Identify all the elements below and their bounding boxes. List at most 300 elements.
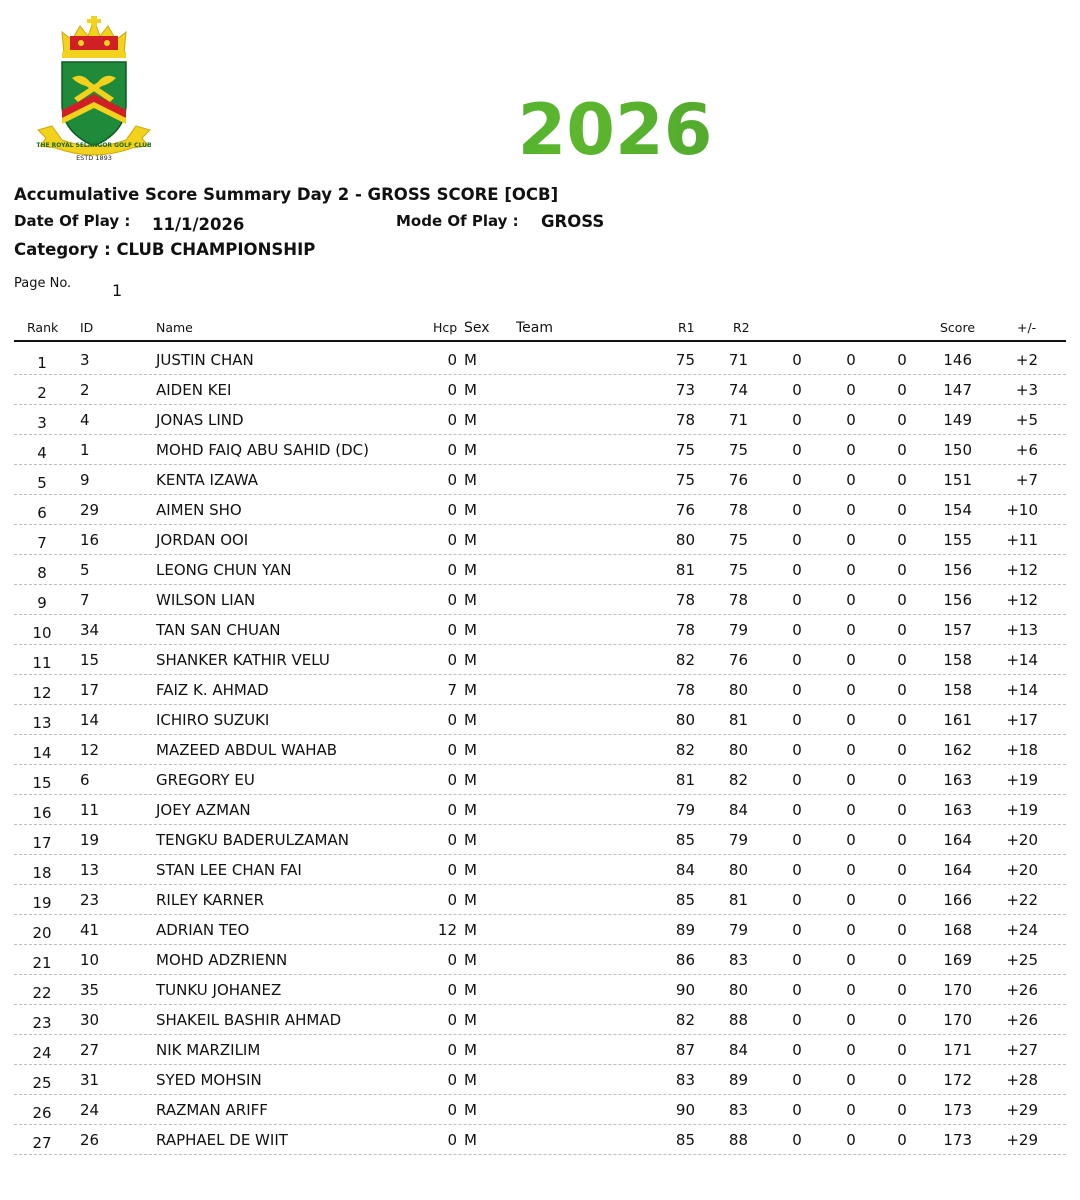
round2-score: 89 [728, 1071, 748, 1089]
round5-score: 0 [897, 771, 907, 789]
total-score: 163 [943, 801, 972, 819]
sex-cell: M [464, 411, 477, 429]
round5-score: 0 [897, 711, 907, 729]
round1-score: 85 [675, 1131, 695, 1149]
round3-score: 0 [792, 951, 802, 969]
total-score: 168 [943, 921, 972, 939]
round5-score: 0 [897, 621, 907, 639]
id-cell: 17 [80, 681, 100, 699]
id-cell: 23 [80, 891, 100, 909]
hcp-cell: 7 [447, 681, 457, 699]
table-row [14, 524, 1066, 555]
col-name: Name [156, 320, 193, 335]
round3-score: 0 [792, 1041, 802, 1059]
round1-score: 87 [675, 1041, 695, 1059]
player-name: ADRIAN TEO [156, 921, 250, 939]
round2-score: 74 [728, 381, 748, 399]
round5-score: 0 [897, 981, 907, 999]
round4-score: 0 [846, 561, 856, 579]
round4-score: 0 [846, 1071, 856, 1089]
table-row [14, 1064, 1066, 1095]
category-label: Category : CLUB CHAMPIONSHIP [14, 240, 316, 259]
round4-score: 0 [846, 951, 856, 969]
round1-score: 76 [675, 501, 695, 519]
round5-score: 0 [897, 861, 907, 879]
hcp-cell: 0 [447, 411, 457, 429]
id-cell: 34 [80, 621, 100, 639]
round2-score: 88 [728, 1131, 748, 1149]
round1-score: 81 [675, 771, 695, 789]
round3-score: 0 [792, 1071, 802, 1089]
club-crest-logo [32, 14, 156, 164]
sex-cell: M [464, 441, 477, 459]
hcp-cell: 0 [447, 501, 457, 519]
player-name: KENTA IZAWA [156, 471, 258, 489]
rank-cell: 18 [32, 864, 52, 882]
round1-score: 85 [675, 831, 695, 849]
total-score: 172 [943, 1071, 972, 1089]
round1-score: 90 [675, 981, 695, 999]
total-score: 173 [943, 1131, 972, 1149]
round4-score: 0 [846, 471, 856, 489]
rank-cell: 17 [32, 834, 52, 852]
round4-score: 0 [846, 411, 856, 429]
to-par: +6 [1015, 441, 1038, 459]
table-row [14, 854, 1066, 885]
sex-cell: M [464, 471, 477, 489]
sex-cell: M [464, 801, 477, 819]
rank-cell: 23 [32, 1014, 52, 1032]
rank-cell: 10 [32, 624, 52, 642]
mode-of-play-value: GROSS [541, 212, 605, 231]
rank-cell: 25 [32, 1074, 52, 1092]
round1-score: 75 [675, 351, 695, 369]
total-score: 154 [943, 501, 972, 519]
to-par: +12 [1006, 561, 1038, 579]
col-sex: Sex [464, 320, 490, 336]
total-score: 164 [943, 861, 972, 879]
round3-score: 0 [792, 1131, 802, 1149]
to-par: +19 [1006, 801, 1038, 819]
hcp-cell: 0 [447, 891, 457, 909]
id-cell: 15 [80, 651, 100, 669]
hcp-cell: 0 [447, 351, 457, 369]
to-par: +26 [1006, 1011, 1038, 1029]
player-name: NIK MARZILIM [156, 1041, 261, 1059]
rank-cell: 3 [37, 414, 47, 432]
rank-cell: 16 [32, 804, 52, 822]
round1-score: 80 [675, 711, 695, 729]
round4-score: 0 [846, 681, 856, 699]
total-score: 170 [943, 1011, 972, 1029]
player-name: GREGORY EU [156, 771, 255, 789]
date-of-play-label: Date Of Play : [14, 212, 131, 230]
rank-cell: 7 [37, 534, 47, 552]
hcp-cell: 0 [447, 801, 457, 819]
header-divider [14, 340, 1066, 342]
round4-score: 0 [846, 921, 856, 939]
round2-score: 76 [728, 471, 748, 489]
id-cell: 35 [80, 981, 100, 999]
rank-cell: 6 [37, 504, 47, 522]
total-score: 170 [943, 981, 972, 999]
player-name: JOEY AZMAN [156, 801, 251, 819]
round3-score: 0 [792, 351, 802, 369]
round1-score: 78 [675, 591, 695, 609]
player-name: WILSON LIAN [156, 591, 256, 609]
round5-score: 0 [897, 561, 907, 579]
sex-cell: M [464, 501, 477, 519]
sex-cell: M [464, 861, 477, 879]
round5-score: 0 [897, 951, 907, 969]
round2-score: 78 [728, 591, 748, 609]
hcp-cell: 0 [447, 1131, 457, 1149]
id-cell: 11 [80, 801, 100, 819]
round4-score: 0 [846, 831, 856, 849]
rank-cell: 4 [37, 444, 47, 462]
sex-cell: M [464, 951, 477, 969]
hcp-cell: 0 [447, 831, 457, 849]
round3-score: 0 [792, 381, 802, 399]
table-row [14, 674, 1066, 705]
total-score: 163 [943, 771, 972, 789]
sex-cell: M [464, 981, 477, 999]
id-cell: 29 [80, 501, 100, 519]
round5-score: 0 [897, 1131, 907, 1149]
round2-score: 76 [728, 651, 748, 669]
round1-score: 90 [675, 1101, 695, 1119]
round1-score: 78 [675, 681, 695, 699]
round5-score: 0 [897, 921, 907, 939]
sex-cell: M [464, 1011, 477, 1029]
round2-score: 71 [728, 411, 748, 429]
hcp-cell: 0 [447, 441, 457, 459]
rank-cell: 2 [37, 384, 47, 402]
round4-score: 0 [846, 1131, 856, 1149]
round2-score: 79 [728, 621, 748, 639]
id-cell: 26 [80, 1131, 100, 1149]
summary-title: Accumulative Score Summary Day 2 - GROSS SCORE [OCB] [14, 185, 559, 204]
player-name: SYED MOHSIN [156, 1071, 262, 1089]
to-par: +20 [1006, 861, 1038, 879]
player-name: TUNKU JOHANEZ [156, 981, 282, 999]
hcp-cell: 0 [447, 1101, 457, 1119]
to-par: +10 [1006, 501, 1038, 519]
round5-score: 0 [897, 411, 907, 429]
id-cell: 4 [80, 411, 90, 429]
round2-score: 83 [728, 1101, 748, 1119]
round5-score: 0 [897, 1101, 907, 1119]
id-cell: 9 [80, 471, 90, 489]
round4-score: 0 [846, 591, 856, 609]
to-par: +18 [1006, 741, 1038, 759]
round2-score: 75 [728, 531, 748, 549]
col-id: ID [80, 320, 94, 335]
round3-score: 0 [792, 981, 802, 999]
table-row [14, 1124, 1066, 1155]
to-par: +28 [1006, 1071, 1038, 1089]
player-name: TENGKU BADERULZAMAN [156, 831, 349, 849]
round4-score: 0 [846, 651, 856, 669]
round3-score: 0 [792, 471, 802, 489]
sex-cell: M [464, 591, 477, 609]
total-score: 156 [943, 561, 972, 579]
round1-score: 75 [675, 441, 695, 459]
col-diff: +/- [1017, 320, 1037, 335]
round5-score: 0 [897, 801, 907, 819]
table-row [14, 1004, 1066, 1035]
total-score: 155 [943, 531, 972, 549]
id-cell: 2 [80, 381, 90, 399]
id-cell: 3 [80, 351, 90, 369]
round3-score: 0 [792, 921, 802, 939]
round1-score: 80 [675, 531, 695, 549]
hcp-cell: 0 [447, 981, 457, 999]
total-score: 156 [943, 591, 972, 609]
round1-score: 73 [675, 381, 695, 399]
id-cell: 31 [80, 1071, 100, 1089]
round1-score: 82 [675, 741, 695, 759]
round3-score: 0 [792, 1101, 802, 1119]
round2-score: 75 [728, 561, 748, 579]
total-score: 151 [943, 471, 972, 489]
rank-cell: 19 [32, 894, 52, 912]
round5-score: 0 [897, 741, 907, 759]
to-par: +2 [1015, 351, 1038, 369]
player-name: JUSTIN CHAN [156, 351, 254, 369]
id-cell: 30 [80, 1011, 100, 1029]
sex-cell: M [464, 1071, 477, 1089]
round4-score: 0 [846, 381, 856, 399]
col-r1: R1 [678, 320, 695, 335]
round5-score: 0 [897, 351, 907, 369]
to-par: +17 [1006, 711, 1038, 729]
to-par: +26 [1006, 981, 1038, 999]
table-row [14, 884, 1066, 915]
round1-score: 79 [675, 801, 695, 819]
to-par: +20 [1006, 831, 1038, 849]
table-row [14, 824, 1066, 855]
to-par: +25 [1006, 951, 1038, 969]
col-hcp: Hcp [433, 320, 458, 335]
round2-score: 78 [728, 501, 748, 519]
round3-score: 0 [792, 561, 802, 579]
player-name: TAN SAN CHUAN [156, 621, 281, 639]
round4-score: 0 [846, 891, 856, 909]
player-name: FAIZ K. AHMAD [156, 681, 269, 699]
id-cell: 10 [80, 951, 100, 969]
round4-score: 0 [846, 441, 856, 459]
id-cell: 24 [80, 1101, 100, 1119]
id-cell: 12 [80, 741, 100, 759]
table-row [14, 584, 1066, 615]
id-cell: 13 [80, 861, 100, 879]
rank-cell: 26 [32, 1104, 52, 1122]
sex-cell: M [464, 381, 477, 399]
id-cell: 1 [80, 441, 90, 459]
round3-score: 0 [792, 441, 802, 459]
round4-score: 0 [846, 861, 856, 879]
round2-score: 81 [728, 891, 748, 909]
round2-score: 84 [728, 801, 748, 819]
round3-score: 0 [792, 741, 802, 759]
rank-cell: 27 [32, 1134, 52, 1152]
round5-score: 0 [897, 591, 907, 609]
hcp-cell: 0 [447, 561, 457, 579]
player-name: ICHIRO SUZUKI [156, 711, 270, 729]
round5-score: 0 [897, 1071, 907, 1089]
round2-score: 71 [728, 351, 748, 369]
to-par: +27 [1006, 1041, 1038, 1059]
hcp-cell: 0 [447, 531, 457, 549]
round4-score: 0 [846, 801, 856, 819]
hcp-cell: 0 [447, 771, 457, 789]
sex-cell: M [464, 921, 477, 939]
round4-score: 0 [846, 1041, 856, 1059]
total-score: 146 [943, 351, 972, 369]
table-row [14, 914, 1066, 945]
total-score: 147 [943, 381, 972, 399]
round5-score: 0 [897, 381, 907, 399]
rank-cell: 13 [32, 714, 52, 732]
rank-cell: 8 [37, 564, 47, 582]
round1-score: 86 [675, 951, 695, 969]
round4-score: 0 [846, 741, 856, 759]
to-par: +12 [1006, 591, 1038, 609]
title-line-1: CLUB CHAMPIONSHIPS [206, 19, 1024, 96]
round3-score: 0 [792, 591, 802, 609]
to-par: +13 [1006, 621, 1038, 639]
player-name: JONAS LIND [156, 411, 244, 429]
round3-score: 0 [792, 411, 802, 429]
hcp-cell: 0 [447, 711, 457, 729]
to-par: +29 [1006, 1101, 1038, 1119]
round2-score: 84 [728, 1041, 748, 1059]
rank-cell: 14 [32, 744, 52, 762]
total-score: 166 [943, 891, 972, 909]
round1-score: 85 [675, 891, 695, 909]
rank-cell: 12 [32, 684, 52, 702]
table-row [14, 794, 1066, 825]
round1-score: 83 [675, 1071, 695, 1089]
round3-score: 0 [792, 891, 802, 909]
mode-of-play-label: Mode Of Play : [396, 212, 519, 230]
id-cell: 16 [80, 531, 100, 549]
total-score: 162 [943, 741, 972, 759]
round3-score: 0 [792, 711, 802, 729]
sex-cell: M [464, 1041, 477, 1059]
table-row [14, 764, 1066, 795]
hcp-cell: 0 [447, 651, 457, 669]
total-score: 171 [943, 1041, 972, 1059]
round1-score: 82 [675, 651, 695, 669]
total-score: 173 [943, 1101, 972, 1119]
page-no-label: Page No. [14, 276, 72, 291]
table-row [14, 434, 1066, 465]
player-name: MOHD ADZRIENN [156, 951, 288, 969]
player-name: JORDAN OOI [156, 531, 249, 549]
table-row [14, 644, 1066, 675]
round3-score: 0 [792, 1011, 802, 1029]
to-par: +3 [1015, 381, 1038, 399]
player-name: RILEY KARNER [156, 891, 264, 909]
table-row [14, 614, 1066, 645]
round4-score: 0 [846, 351, 856, 369]
round1-score: 82 [675, 1011, 695, 1029]
round5-score: 0 [897, 471, 907, 489]
round5-score: 0 [897, 831, 907, 849]
table-row [14, 464, 1066, 495]
round3-score: 0 [792, 651, 802, 669]
total-score: 169 [943, 951, 972, 969]
to-par: +7 [1015, 471, 1038, 489]
established-text: ESTD 1893 [76, 154, 112, 162]
round1-score: 81 [675, 561, 695, 579]
round4-score: 0 [846, 711, 856, 729]
to-par: +14 [1006, 681, 1038, 699]
table-row [14, 944, 1066, 975]
sex-cell: M [464, 621, 477, 639]
event-title [180, 19, 1050, 171]
round4-score: 0 [846, 531, 856, 549]
svg-text:THE ROYAL SELANGOR GOLF CLUB: THE ROYAL SELANGOR GOLF CLUB [36, 142, 152, 149]
id-cell: 14 [80, 711, 100, 729]
round1-score: 78 [675, 621, 695, 639]
rank-cell: 5 [37, 474, 47, 492]
round3-score: 0 [792, 531, 802, 549]
round4-score: 0 [846, 771, 856, 789]
sex-cell: M [464, 1131, 477, 1149]
total-score: 158 [943, 651, 972, 669]
rank-cell: 1 [37, 354, 47, 372]
round3-score: 0 [792, 681, 802, 699]
rank-cell: 15 [32, 774, 52, 792]
sex-cell: M [464, 711, 477, 729]
total-score: 158 [943, 681, 972, 699]
player-name: LEONG CHUN YAN [156, 561, 292, 579]
col-r2: R2 [733, 320, 750, 335]
rank-cell: 22 [32, 984, 52, 1002]
sex-cell: M [464, 831, 477, 849]
col-team: Team [516, 320, 554, 336]
round2-score: 79 [728, 921, 748, 939]
hcp-cell: 0 [447, 1071, 457, 1089]
round5-score: 0 [897, 441, 907, 459]
round2-score: 80 [728, 681, 748, 699]
player-name: AIMEN SHO [156, 501, 242, 519]
to-par: +19 [1006, 771, 1038, 789]
sex-cell: M [464, 1101, 477, 1119]
round2-score: 80 [728, 981, 748, 999]
to-par: +24 [1006, 921, 1038, 939]
total-score: 164 [943, 831, 972, 849]
total-score: 149 [943, 411, 972, 429]
hcp-cell: 0 [447, 381, 457, 399]
round4-score: 0 [846, 501, 856, 519]
round4-score: 0 [846, 1011, 856, 1029]
round5-score: 0 [897, 651, 907, 669]
to-par: +22 [1006, 891, 1038, 909]
date-of-play-value: 11/1/2026 [152, 215, 245, 234]
round2-score: 83 [728, 951, 748, 969]
sex-cell: M [464, 891, 477, 909]
round2-score: 75 [728, 441, 748, 459]
player-name: SHANKER KATHIR VELU [156, 651, 330, 669]
to-par: +11 [1006, 531, 1038, 549]
id-cell: 41 [80, 921, 100, 939]
round1-score: 78 [675, 411, 695, 429]
rank-cell: 9 [37, 594, 47, 612]
